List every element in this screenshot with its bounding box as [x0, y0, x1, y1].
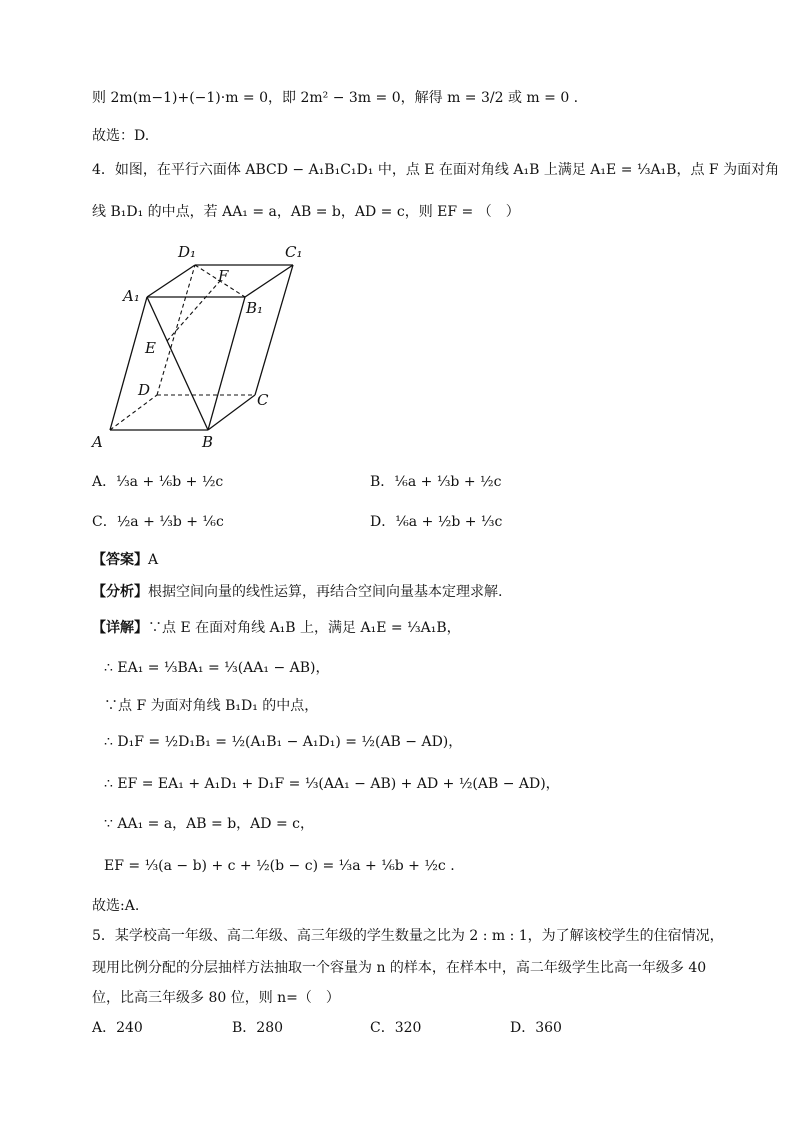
analysis-tag: 【分析】 [92, 584, 148, 600]
label-A1: A₁ [123, 287, 140, 305]
option-5-D: D．360 [510, 1020, 562, 1036]
detail-step-5: ∴ EF = EA₁ + A₁D₁ + D₁F = ⅓(AA₁ − AB) + AD + ½(AB − AD)， [104, 776, 560, 792]
analysis-text: 根据空间向量的线性运算，再结合空间向量基本定理求解. [148, 584, 503, 600]
question-4-stem: 4．如图，在平行六面体 ABCD − A₁B₁C₁D₁ 中，点 E 在面对角线 A₁B 上满足 A₁E = ⅓A₁B，点 F 为面对角 [92, 162, 780, 178]
option-5-C: C．320 [370, 1020, 422, 1036]
label-C: C [257, 391, 269, 409]
option-4-C: C．½a + ⅓b + ⅙c [92, 514, 224, 530]
option-4-D: D．⅙a + ½b + ⅓c [370, 514, 503, 530]
label-B1: B₁ [246, 299, 264, 317]
answer-value: A [148, 552, 159, 568]
answer-line [92, 550, 158, 570]
option-5-A: A．240 [92, 1020, 143, 1036]
option-4-B: B．⅙a + ⅓b + ½c [370, 474, 502, 490]
option-5-B: B．280 [232, 1020, 284, 1036]
analysis-line [92, 582, 502, 602]
option-4-A: A．⅓a + ⅙b + ½c [92, 474, 224, 490]
question-5-stem-3: 位，比高三年级多 80 位，则 n=（ ） [92, 990, 340, 1006]
line-1: 则 2m(m−1)+(−1)·m = 0，即 2m² − 3m = 0，解得 m = 3/2 或 m = 0 . [92, 90, 579, 106]
detail-step-4: ∴ D₁F = ½D₁B₁ = ½(A₁B₁ − A₁D₁) = ½(AB − AD)， [104, 734, 463, 750]
detail-step-7: EF = ⅓(a − b) + c + ½(b − c) = ⅓a + ⅙b + ½c . [104, 858, 455, 874]
parallelepiped-figure [90, 235, 330, 455]
answer-tag: 【答案】 [92, 552, 148, 568]
detail-step-3: ∵点 F 为面对角线 B₁D₁ 的中点， [104, 698, 319, 714]
line-2: 故选：D. [92, 128, 150, 144]
question-5-stem: 5．某学校高一年级、高二年级、高三年级的学生数量之比为 2 : m : 1，为了解该校学生的住宿情况， [92, 928, 724, 944]
label-D1: D₁ [178, 243, 197, 261]
detail-tag: 【详解】 [92, 620, 148, 636]
detail-step-6: ∵ AA₁ = a，AB = b，AD = c， [104, 816, 314, 832]
label-F: F [218, 267, 229, 285]
label-A: A [92, 433, 103, 451]
detail-step-2: ∴ EA₁ = ⅓BA₁ = ⅓(AA₁ − AB)， [104, 660, 330, 676]
label-C1: C₁ [285, 243, 303, 261]
detail-step-8: 故选:A. [92, 898, 140, 914]
question-5-stem-2: 现用比例分配的分层抽样方法抽取一个容量为 n 的样本，在样本中，高二年级学生比高一年级多 40 [92, 960, 707, 976]
label-B: B [202, 433, 214, 451]
label-D: D [138, 381, 151, 399]
label-E: E [145, 339, 156, 357]
detail-line [92, 618, 461, 638]
question-4-stem-2: 线 B₁D₁ 的中点，若 AA₁ = a，AB = b，AD = c，则 EF = （ ） [92, 204, 520, 220]
detail-text: ∵点 E 在面对角线 A₁B 上，满足 A₁E = ⅓A₁B， [148, 620, 461, 636]
